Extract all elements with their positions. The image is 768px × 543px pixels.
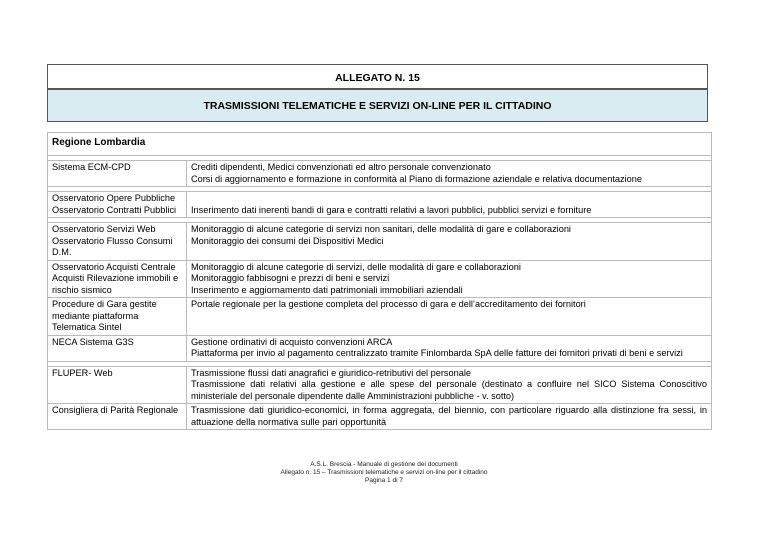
footer-line: Allegato n. 15 – Trasmissioni telematiche e servizi on-line per il cittadino — [280, 469, 488, 476]
table-row — [48, 404, 711, 430]
description-line: Inserimento dati inerenti bandi di gara e contratti relativi a lavori pubblici, pubblici servizi e forniture — [191, 204, 592, 215]
system-name-cell — [48, 192, 187, 217]
system-name: Centrale Acquisti — [52, 261, 176, 283]
description-cell — [187, 367, 711, 404]
system-name: Osservatorio Contratti Pubblici — [52, 204, 177, 215]
description-line: Trasmissione dati giuridico-economici, in forma aggregata, del biennio, con particolare riguardo alla distinzione fra sessi, in attuazione della normativa sulle pari opportunità — [191, 405, 707, 427]
section-title: Regione Lombardia — [48, 133, 711, 156]
description-line: Inserimento e aggiornamento dati patrimoniali immobiliari aziendali — [191, 284, 463, 295]
description-line: Monitoraggio di alcune categorie di servizi non sanitari, delle modalità di gare e collaborazioni — [191, 224, 571, 234]
system-name: Osservatorio Opere Pubbliche — [52, 193, 176, 203]
description-line: Crediti dipendenti, Medici convenzionati ed altro personale convenzionato — [191, 162, 491, 172]
table-row — [48, 192, 711, 218]
system-name-cell — [48, 336, 187, 361]
table-row — [48, 223, 711, 261]
system-name: Procedure di Gara gestite mediante piattaforma Telematica Sintel — [52, 299, 157, 332]
description-line: Monitoraggio di alcune categorie di servizi, delle modalità di gare e collaborazioni — [191, 261, 521, 272]
description-cell — [187, 404, 711, 429]
description-line: Portale regionale per la gestione completa del processo di gara e dell’accreditamento dei fornitori — [191, 299, 586, 309]
description-cell — [187, 161, 711, 186]
system-name: Consigliera di Parità Regionale — [52, 405, 179, 415]
system-name-cell — [48, 223, 187, 260]
description-cell — [187, 261, 711, 298]
system-name-cell — [48, 404, 187, 429]
system-name: Rilevazione immobili e rischio sismico — [52, 273, 179, 295]
description-line — [191, 193, 707, 205]
page-footer — [0, 461, 768, 485]
footer-line: A.S.L. Brescia - Manuale di gestione dei documenti — [310, 461, 458, 468]
system-name-cell — [48, 367, 187, 404]
regione-lombardia-table — [47, 132, 712, 430]
system-name: Osservatorio Flusso Consumi D.M. — [52, 235, 173, 257]
description-line: Monitoraggio fabbisogni e prezzi di beni e servizi — [191, 273, 390, 283]
table-row — [48, 161, 711, 187]
description-line: Trasmissione flussi dati anagrafici e giuridico-retributivi del personale — [191, 367, 472, 378]
system-name-cell — [48, 161, 187, 186]
description-cell — [187, 223, 711, 260]
system-name: Osservatorio Servizi Web — [52, 224, 156, 234]
table-row — [48, 298, 711, 336]
table-row — [48, 367, 711, 405]
allegato-header — [47, 64, 708, 89]
system-name-cell — [48, 261, 187, 298]
description-cell — [187, 192, 711, 217]
table-row — [48, 336, 711, 362]
description-cell — [187, 298, 711, 335]
system-name: NECA — [52, 336, 78, 347]
description-line: Piattaforma per invio al pagamento centralizzato tramite Finlombarda SpA delle fatture dei fornitori privati di beni e servizi — [191, 348, 683, 358]
document-subtitle: TRASMISSIONI TELEMATICHE E SERVIZI ON-LINE PER IL CITTADINO — [203, 100, 552, 112]
subtitle-header — [47, 89, 708, 122]
page-number: Pagina 1 di 7 — [365, 477, 403, 484]
description-line: Gestione ordinativi di acquisto convenzioni ARCA — [191, 336, 393, 347]
table-row — [48, 261, 711, 299]
system-name: FLUPER- Web — [52, 367, 113, 378]
system-name: Sistema ECM-CPD — [52, 162, 131, 172]
system-name: Osservatorio Acquisti — [52, 261, 139, 272]
description-line: Monitoraggio dei consumi dei Dispositivi Medici — [191, 235, 384, 246]
description-line: Trasmissione dati relativi alla gestione e alle spese del personale (destinato a confluire nel SICO Sistema Conoscitivo ministeriale del personale dipendente dalle Amministrazioni pubbliche - v. sotto) — [191, 379, 707, 401]
description-line: Corsi di aggiornamento e formazione in conformità al Piano di formazione aziendale e relativa documentazione — [191, 173, 642, 184]
system-name-cell — [48, 298, 187, 335]
description-cell — [187, 336, 711, 361]
allegato-title: ALLEGATO N. 15 — [335, 72, 420, 84]
system-name: Sistema G3S — [79, 336, 134, 347]
